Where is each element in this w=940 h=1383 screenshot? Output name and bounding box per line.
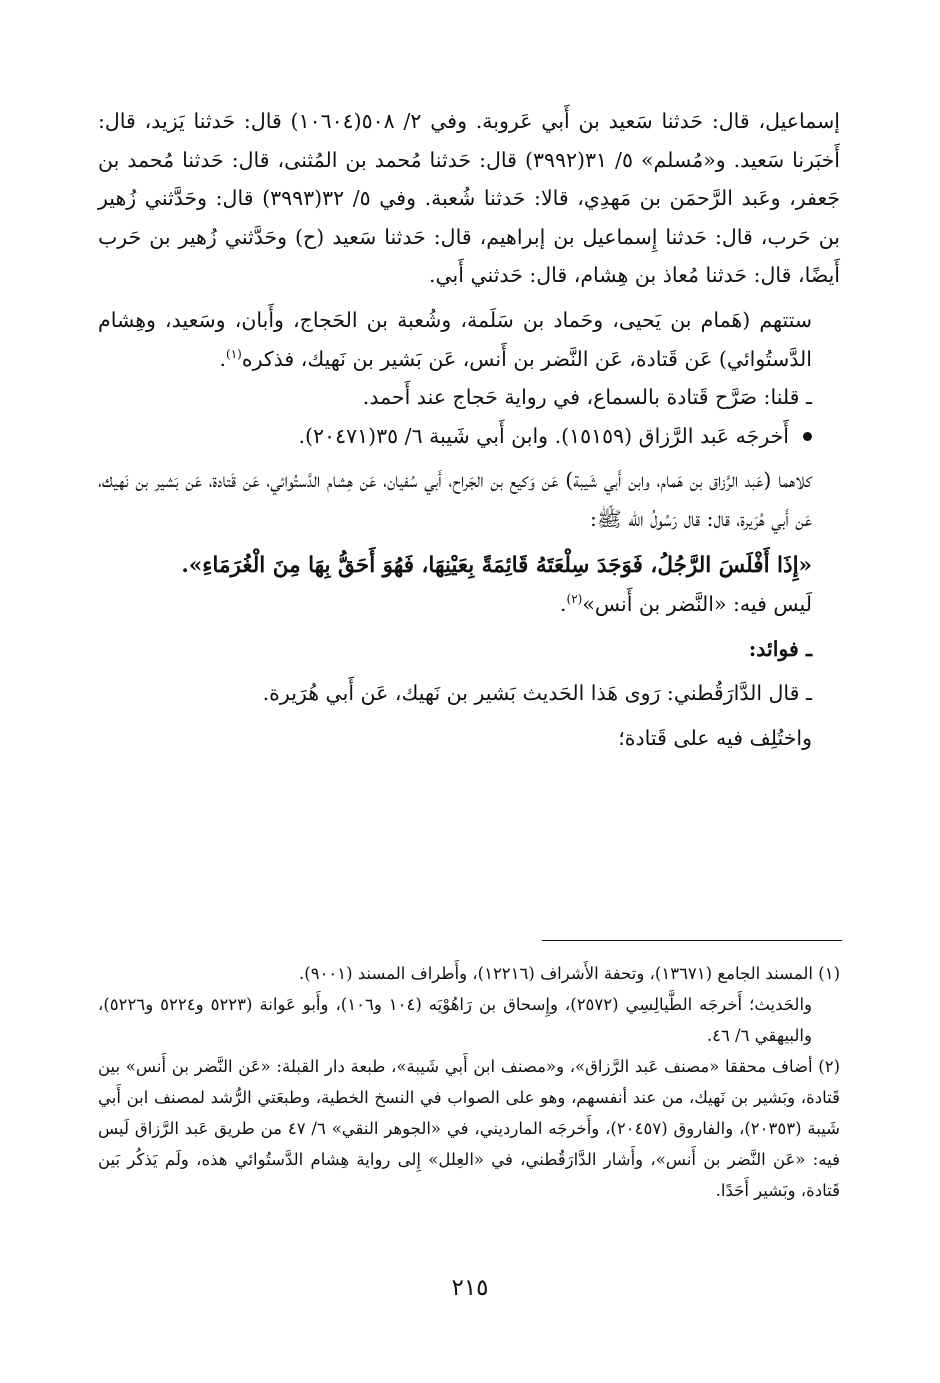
footnotes (98, 958, 840, 1206)
footnote-separator (542, 940, 842, 941)
ikhtilaf-line: واختُلِف فيه على قَتادة؛ (618, 725, 812, 750)
omission-text: لَيس فيه: «النَّضر بن أَنس» (582, 592, 812, 617)
isnad-paragraph-2-end: . (219, 346, 227, 371)
note-line: ـ قلنا: صَرَّح قَتادة بالسماع، في رواية حَجاج عند أَحمد. (362, 385, 812, 410)
isnad-paragraph-2-text: ستتهم (هَمام بن يَحيى، وحَماد بن سَلَمة، وشُعبة بن الحَجاج، وأَبان، وسَعيد، وهِشام الدَّستُوائي) عَن قَتادة، عَن النَّضر بن أَنس، عَن بَشير بن نَهيك، فذكره (98, 307, 812, 371)
takhrij-bullet-text: أَخرجَه عَبد الرَّزاق (١٥١٥٩). وابن أَبي شَيبة ٦/ ٣٥(٢٠٤٧١). (298, 423, 789, 448)
benefits-heading: ـ فوائد: (748, 636, 812, 661)
isnad-paragraph-3: كلاهما (عَبد الرَّزاق بن هَمام، وابن أَبي شَيبة) عَن وَكيع بن الجَراح، أَبي سُفيان، عَن هِشام الدَّستُوائي، عَن قَتادة، عَن بَشير بن نَهيك، عَن أَبي هُرَيرة، قال: قال رَسُولُ الله ﷺ: (98, 468, 812, 531)
footnote-1-line-1: (١) المسند الجامع (١٣٦٧١)، وتحفة الأَشراف (١٢٢١٦)، وأَطراف المسند (٩٠٠١). (299, 964, 840, 983)
footnote-2: (٢) أضاف محققا «مصنف عَبد الرَّزاق»، و«مصنف ابن أَبي شَيبة»، طبعة دار القبلة: «عَن النَّضر بن أَنس» بين قَتادة، وبَشير بن نَهيك، من عند أنفسهم، وهو على الصواب في النسخ الخطية، وطبعَتي الرُّشد لمصنف ابن أَبي شَيبة (٢٠٣٥٣)، والفاروق (٢٠٤٥٧)، وأَخرجَه المارديني، في «الجوهر النقي» ٦/ ٤٧ من طريق عَبد الرَّزاق لَيس فيه: «عَن النَّضر بن أَنس»، وأَشار الدَّارَقُطني، في «العِلل» إِلى رواية هِشام الدَّستُوائي هذه، ولَم يَذكُر بَين قَتادة، وبَشير أَحَدًا. (98, 1057, 841, 1200)
footnote-ref-1[interactable]: (١) (226, 346, 242, 361)
hadith-text: «إِذَا أَفْلَسَ الرَّجُلُ، فَوَجَدَ سِلْعَتَهُ قَائِمَةً بِعَيْنِهَا، فَهُوَ أَحَقُّ بِهَا مِنَ الْغُرَمَاءِ». (181, 552, 812, 578)
omission-line (98, 585, 840, 624)
footnote-1-line-2: والحَديث؛ أَخرجَه الطَّيالِسِي (٢٥٧٢)، وإِسحاق بن رَاهُوْيَه (١٠٤ و١٠٦)، وأَبو عَوانة (٥٢٢٣ و٥٢٢٤ و٥٢٢٦)، والبيهقي ٦/ ٤٦. (98, 995, 813, 1045)
main-text (98, 102, 840, 758)
bullet-icon (803, 432, 812, 441)
footnote-ref-2[interactable]: (٢) (566, 592, 583, 607)
daraqutni-line: ـ قال الدَّارَقُطني: رَوى هَذا الحَديث بَشير بن نَهيك، عَن أَبي هُرَيرة. (262, 681, 812, 706)
omission-end: . (559, 592, 567, 617)
takhrij-bullet (98, 417, 840, 456)
isnad-paragraph-1: إسماعيل، قال: حَدثنا سَعيد بن أَبي عَروبة. وفي ٢/ ٥٠٨(١٠٦٠٤) قال: حَدثنا يَزيد، قال: أَخبَرنا سَعيد. و«مُسلم» ٥/ ٣١(٣٩٩٢) قال: حَدثنا مُحمد بن المُثنى، قال: حَدثنا مُحمد بن جَعفر، وعَبد الرَّحمَن بن مَهدِي، قالا: حَدثنا شُعبة. وفي ٥/ ٣٢(٣٩٩٣) قال: وحَدَّثني زُهير بن حَرب، قال: حَدثنا إِسماعيل بن إبراهيم، قال: حَدثنا سَعيد (ح) وحَدَّثني زُهير بن حَرب أَيضًا، قال: حَدثنا مُعاذ بن هِشام، قال: حَدثني أَبي. (98, 109, 841, 288)
isnad-paragraph-2 (98, 301, 840, 378)
page-number: ٢١٥ (451, 1275, 489, 1301)
